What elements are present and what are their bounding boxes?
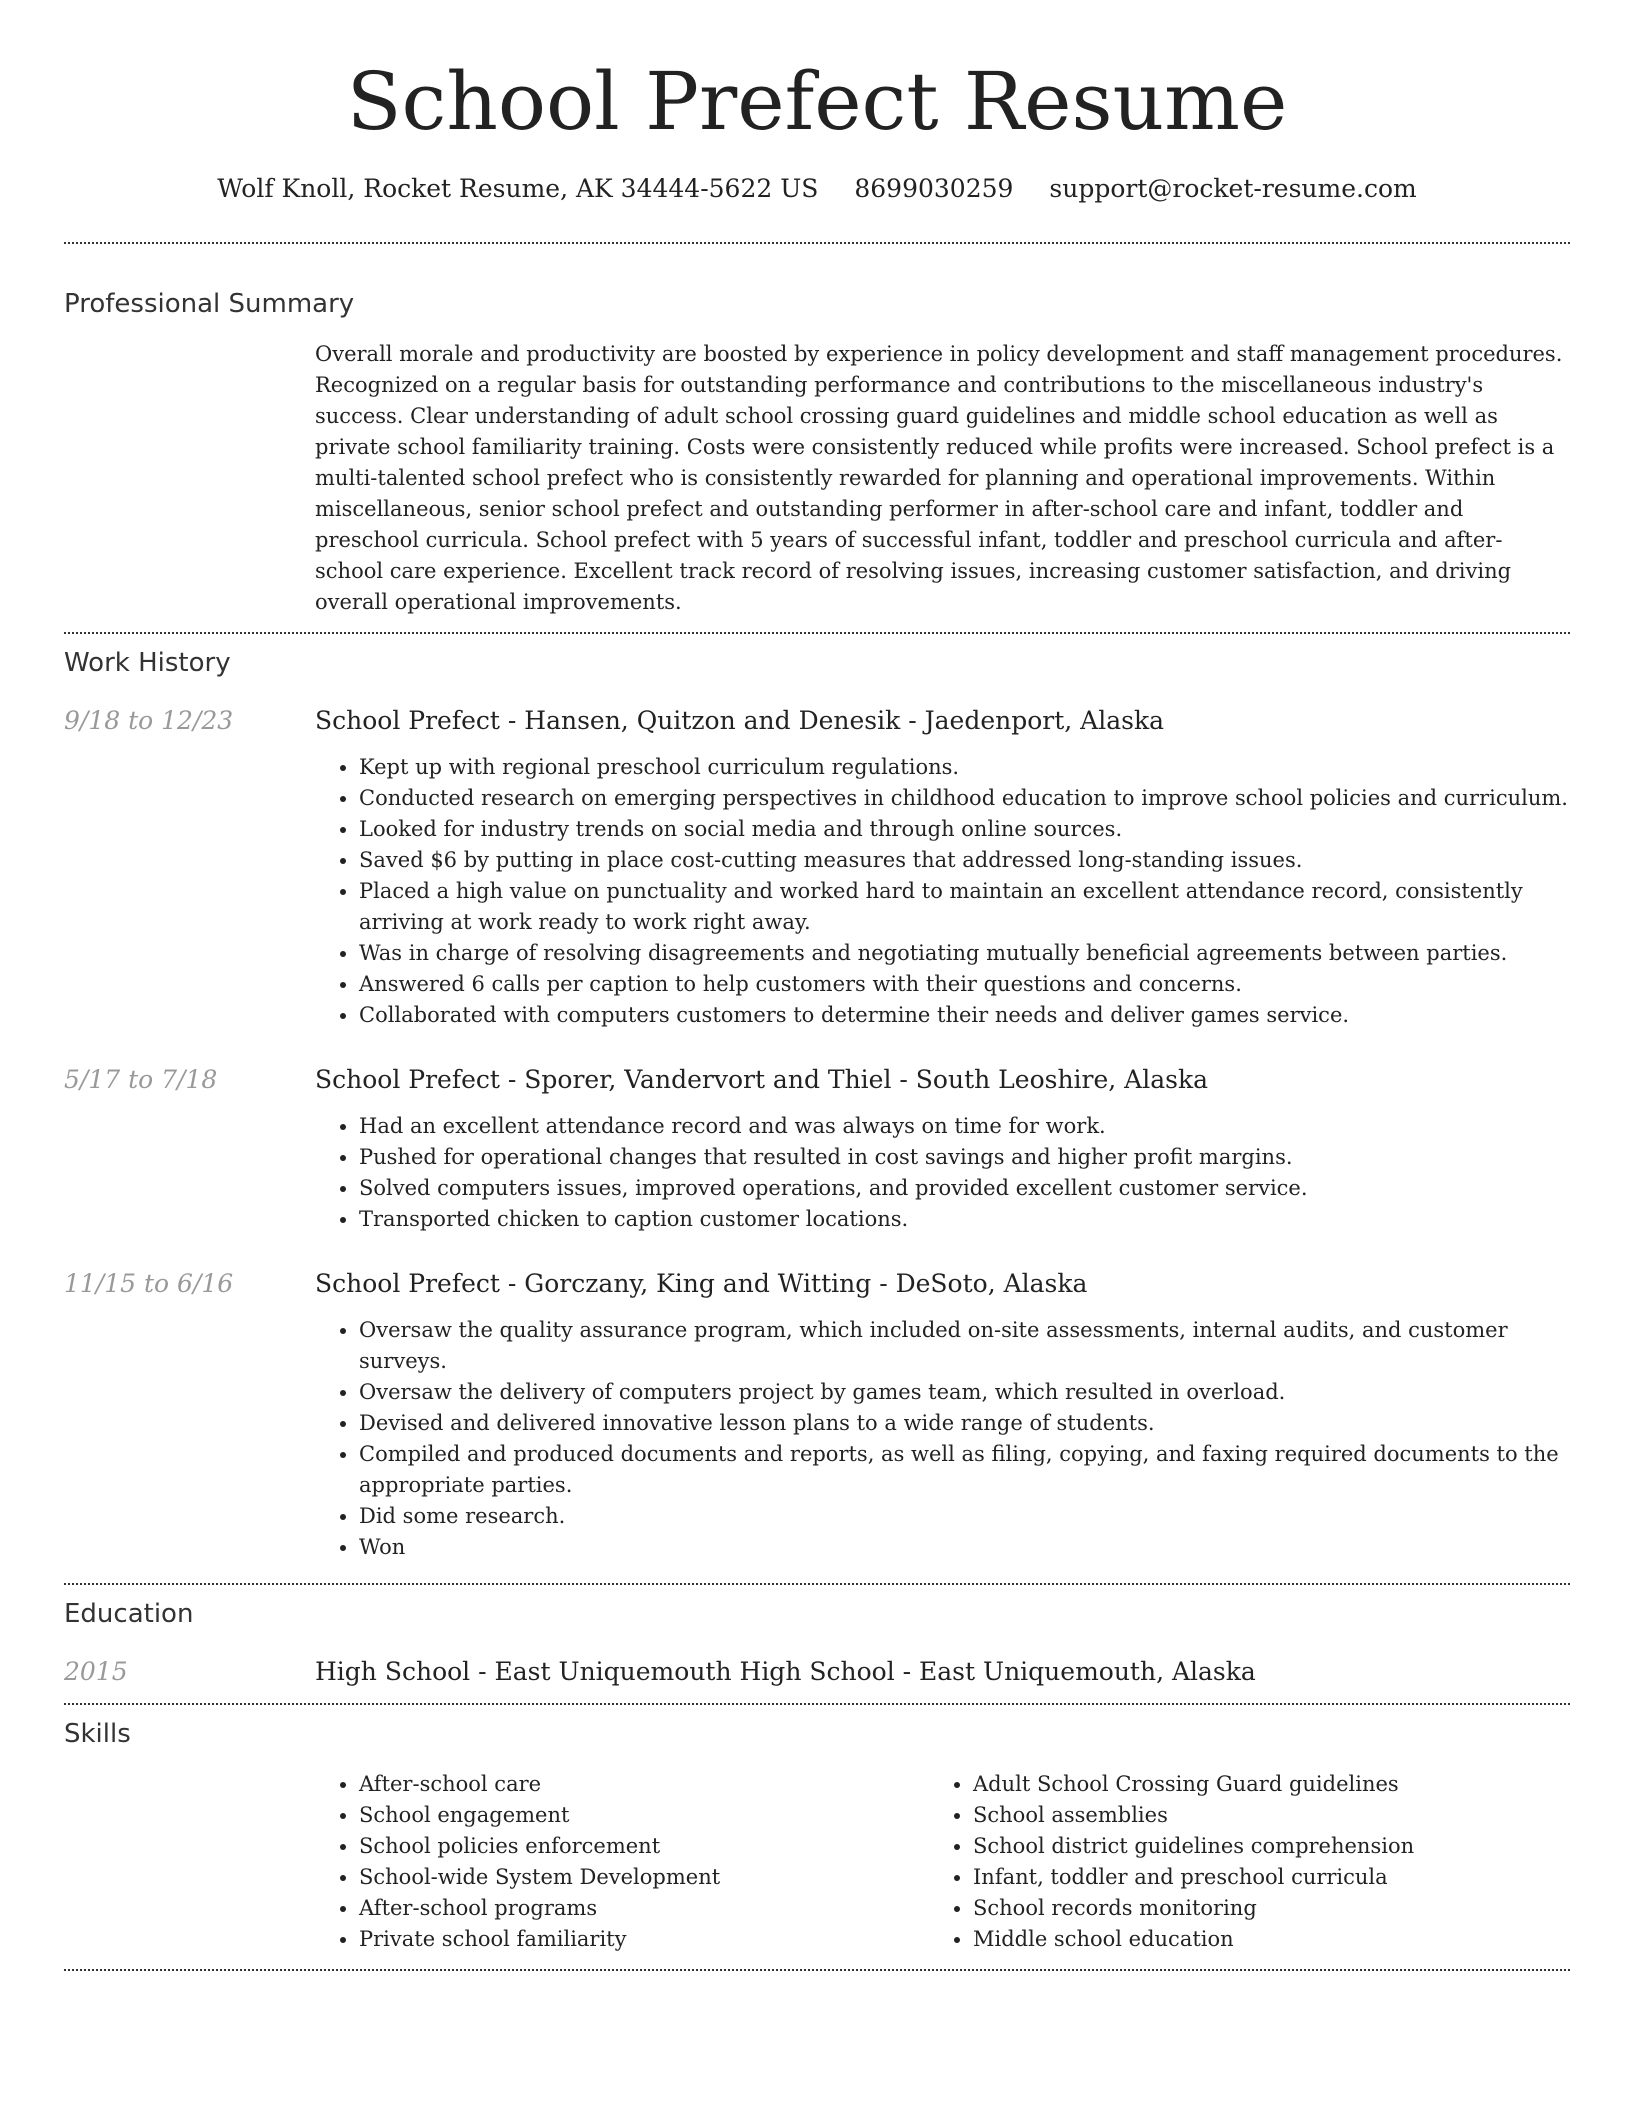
skill-item: • Middle school education	[973, 1924, 1543, 1955]
contact-line	[64, 172, 1570, 206]
skill-item: • After-school programs	[359, 1893, 929, 1924]
skills-grid	[315, 1769, 1570, 1955]
list-item: • Answered 6 calls per caption to help customers with their questions and concerns.	[359, 969, 1570, 1000]
skill-item: • Adult School Crossing Guard guidelines	[973, 1769, 1543, 1800]
job-title: School Prefect - Gorczany, King and Witting - DeSoto, Alaska	[315, 1269, 1088, 1298]
job-entry	[64, 1063, 1570, 1235]
job-title: School Prefect - Hansen, Quitzon and Denesik - Jaedenport, Alaska	[315, 706, 1165, 735]
summary-text: Overall morale and productivity are boosted by experience in policy development and staff management procedures. Recognized on a regular basis for outstanding performance and contributions to the miscellaneous industry's success. Clear understanding of adult school crossing guard guidelines and middle school education as well as private school familiarity training. Costs were consistently reduced while profits were increased. School prefect is a multi-talented school prefect who is consistently rewarded for planning and operational improvements. Within miscellaneous, senior school prefect and outstanding performer in after-school care and infant, toddler and preschool curricula. School prefect with 5 years of successful infant, toddler and preschool curricula and after-school care experience. Excellent track record of resolving issues, increasing customer satisfaction, and driving overall operational improvements.	[315, 342, 1563, 614]
summary-section	[64, 287, 1570, 618]
divider	[64, 242, 1570, 244]
divider	[64, 1969, 1570, 1971]
list-item: • Oversaw the delivery of computers project by games team, which resulted in overload.	[359, 1377, 1570, 1408]
list-item: • Was in charge of resolving disagreements and negotiating mutually beneficial agreements between parties.	[359, 938, 1570, 969]
education-entry: High School - East Uniquemouth High School - East Uniquemouth, Alaska	[315, 1657, 1256, 1686]
summary-spacer	[64, 339, 315, 618]
list-item: • Compiled and produced documents and reports, as well as filing, copying, and faxing required documents to the appropriate parties.	[359, 1439, 1570, 1501]
skills-list-left	[315, 1769, 929, 1955]
list-item: • Pushed for operational changes that resulted in cost savings and higher profit margins.	[359, 1142, 1570, 1173]
list-item: • Oversaw the quality assurance program, which included on-site assessments, internal audits, and customer surveys.	[359, 1315, 1570, 1377]
job-bullets	[315, 1111, 1570, 1235]
education-year: 2015	[64, 1657, 128, 1686]
job-dates: 11/15 to 6/16	[64, 1269, 234, 1298]
list-item: • Won	[359, 1532, 1570, 1563]
list-item: • Conducted research on emerging perspectives in childhood education to improve school policies and curriculum.	[359, 783, 1570, 814]
list-item: • Devised and delivered innovative lesson plans to a wide range of students.	[359, 1408, 1570, 1439]
skill-item: • School engagement	[359, 1800, 929, 1831]
contact-address: Wolf Knoll, Rocket Resume, AK 34444-5622 US	[217, 174, 819, 203]
resume-page	[64, 0, 1570, 1971]
skills-heading: Skills	[64, 1719, 131, 1749]
resume-title: School Prefect Resume	[346, 55, 1288, 148]
job-entry	[64, 1267, 1570, 1563]
skill-item: • Infant, toddler and preschool curricula	[973, 1862, 1543, 1893]
list-item: • Looked for industry trends on social media and through online sources.	[359, 814, 1570, 845]
list-item: • Saved $6 by putting in place cost-cutting measures that addressed long-standing issues.	[359, 845, 1570, 876]
skill-item: • Private school familiarity	[359, 1924, 929, 1955]
work-history-heading: Work History	[64, 648, 231, 678]
divider	[64, 632, 1570, 634]
list-item: • Had an excellent attendance record and was always on time for work.	[359, 1111, 1570, 1142]
skills-section	[64, 1717, 1570, 1955]
skills-list-right	[929, 1769, 1543, 1955]
skill-item: • School records monitoring	[973, 1893, 1543, 1924]
job-title: School Prefect - Sporer, Vandervort and Thiel - South Leoshire, Alaska	[315, 1065, 1209, 1094]
skill-item: • School assemblies	[973, 1800, 1543, 1831]
skills-spacer	[64, 1769, 315, 1955]
skill-item: • School policies enforcement	[359, 1831, 929, 1862]
contact-email: support@rocket-resume.com	[1049, 174, 1417, 203]
job-dates: 5/17 to 7/18	[64, 1065, 218, 1094]
job-entry	[64, 704, 1570, 1031]
list-item: • Did some research.	[359, 1501, 1570, 1532]
list-item: • Solved computers issues, improved operations, and provided excellent customer service.	[359, 1173, 1570, 1204]
job-bullets	[315, 1315, 1570, 1563]
education-heading: Education	[64, 1599, 194, 1629]
work-history-section	[64, 646, 1570, 1563]
skill-item: • After-school care	[359, 1769, 929, 1800]
education-section	[64, 1597, 1570, 1689]
list-item: • Placed a high value on punctuality and worked hard to maintain an excellent attendance record, consistently arriving at work ready to work right away.	[359, 876, 1570, 938]
skill-item: • School district guidelines comprehension	[973, 1831, 1543, 1862]
list-item: • Collaborated with computers customers to determine their needs and deliver games service.	[359, 1000, 1570, 1031]
summary-heading: Professional Summary	[64, 289, 355, 319]
job-bullets	[315, 752, 1570, 1031]
job-dates: 9/18 to 12/23	[64, 706, 234, 735]
skill-item: • School-wide System Development	[359, 1862, 929, 1893]
list-item: • Kept up with regional preschool curriculum regulations.	[359, 752, 1570, 783]
contact-phone: 8699030259	[854, 174, 1014, 203]
list-item: • Transported chicken to caption customer locations.	[359, 1204, 1570, 1235]
divider	[64, 1703, 1570, 1705]
divider	[64, 1583, 1570, 1585]
